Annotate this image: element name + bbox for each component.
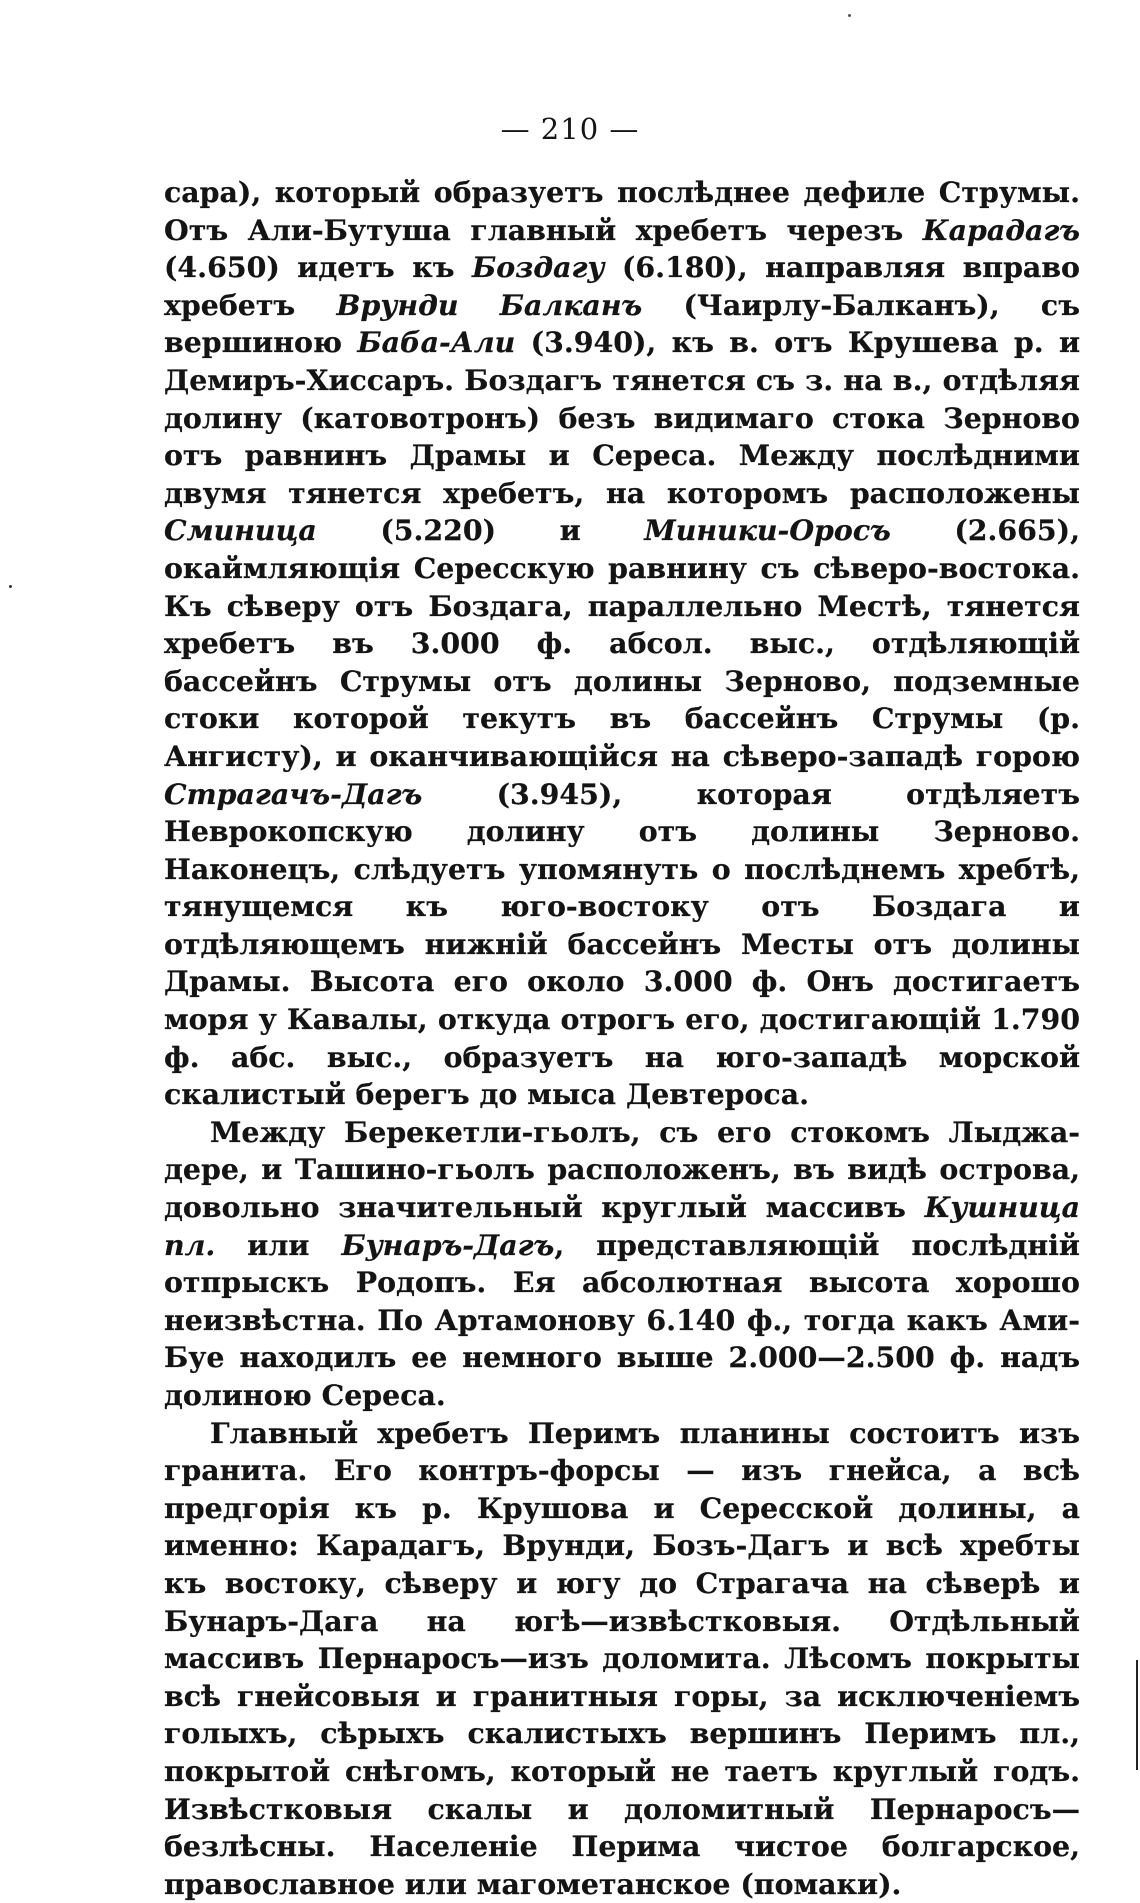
- paragraph-1: [164, 174, 1080, 1114]
- text-run: (4.650) идетъ къ: [164, 250, 473, 285]
- text-run: (3.940), къ в. отъ Крушева р. и Демиръ-Хиссаръ. Боздагъ тянется съ з. на в., отдѣляя долину (катовотронъ) безъ видимаго стока Зерново отъ равнинъ Драмы и Сереса. Между послѣдними двумя тянется хребетъ, на которомъ расположены: [164, 325, 1080, 510]
- text-run: или: [215, 1227, 342, 1262]
- text-run: , представляющій послѣдній отпрыскъ Родопъ. Ея абсолютная высота хорошо неизвѣстна. По Артамонову 6.140 ф., тогда какъ Ами-Буе находилъ ее немного выше 2.000—2.500 ф. надъ долиною Сереса.: [164, 1227, 1080, 1412]
- text-run: (3.945), которая отдѣляетъ Неврокопскую долину отъ долины Зерново. Наконецъ, слѣдуетъ упомянуть о послѣднемъ хребтѣ, тянущемся къ юго-востоку отъ Боздага и отдѣляющемъ нижній бассейнъ Месты отъ долины Драмы. Высота его около 3.000 ф. Онъ достигаетъ моря у Кавалы, откуда отрогъ его, достигающій 1.790 ф. абс. выс., образуетъ на юго-западѣ морской скалистый берегъ до мыса Девтероса.: [164, 776, 1080, 1112]
- place-name-italic: Баба-Али: [357, 325, 516, 360]
- text-run: Между Берекетли-гьолъ, съ его стокомъ Лыджа-дере, и Ташино-гьолъ расположенъ, въ видѣ острова, довольно значительный круглый массивъ: [164, 1114, 1080, 1225]
- place-name-italic: Бунаръ-Дагъ: [341, 1227, 555, 1262]
- text-run: (6.180), направляя вправо хребетъ: [164, 250, 1080, 322]
- body-text: [164, 174, 1080, 1903]
- paragraph-2: [164, 1114, 1080, 1415]
- place-name-italic: Карадагъ: [922, 212, 1080, 247]
- margin-dot: [9, 585, 12, 588]
- text-run: Главный хребетъ Перимъ планины состоитъ изъ гранита. Его контръ-форсы — изъ гнейса, а всѣ предгорія къ р. Крушова и Сересской долины, а именно: Карадагъ, Врунди, Бозъ-Дагъ и всѣ хребты къ востоку, сѣверу и югу до Страгача на сѣверѣ и Бунаръ-Дага на югѣ—извѣстковыя. Отдѣльный массивъ Пернаросъ—изъ доломита. Лѣсомъ покрыты всѣ гнейсовыя и гранитныя горы, за исключеніемъ голыхъ, сѣрыхъ скалистыхъ вершинъ Перимъ пл., покрытой снѣгомъ, который не таетъ круглый годъ. Извѣстковыя скалы и доломитный Пернаросъ—безлѣсны. Населеніе Перима чистое болгарское, православное или магометанское (помаки).: [164, 1415, 1080, 1901]
- text-run: (5.220) и: [316, 513, 645, 548]
- text-run: (2.665), окаймляющія Сересскую равнину съ сѣверо-востока. Къ сѣверу отъ Боздага, параллельно Местѣ, тянется хребетъ въ 3.000 ф. абсол. выс., отдѣляющій бассейнъ Струмы отъ долины Зерново, подземные стоки которой текутъ въ бассейнъ Струмы (р. Ангисту), и оканчивающійся на сѣверо-западѣ горою: [164, 513, 1080, 773]
- place-name-italic: Кушница пл.: [164, 1190, 1080, 1262]
- scan-speck: [848, 14, 851, 17]
- place-name-italic: Боздагу: [472, 250, 605, 285]
- text-run: (Чаирлу-Балканъ), съ вершиною: [164, 287, 1080, 360]
- place-name-italic: Врунди Балканъ: [336, 287, 643, 322]
- page-number: — 210 —: [500, 112, 640, 146]
- text-run: сара), который образуетъ послѣднее дефиле Струмы. Отъ Али-Бутуша главный хребетъ черезъ: [164, 175, 1080, 247]
- place-name-italic: Страгачъ-Дагъ: [164, 776, 423, 811]
- place-name-italic: Миники-Оросъ: [644, 513, 891, 548]
- place-name-italic: Сминица: [164, 513, 317, 548]
- paragraph-3: [164, 1415, 1080, 1903]
- page-edge-line: [1136, 1660, 1138, 1770]
